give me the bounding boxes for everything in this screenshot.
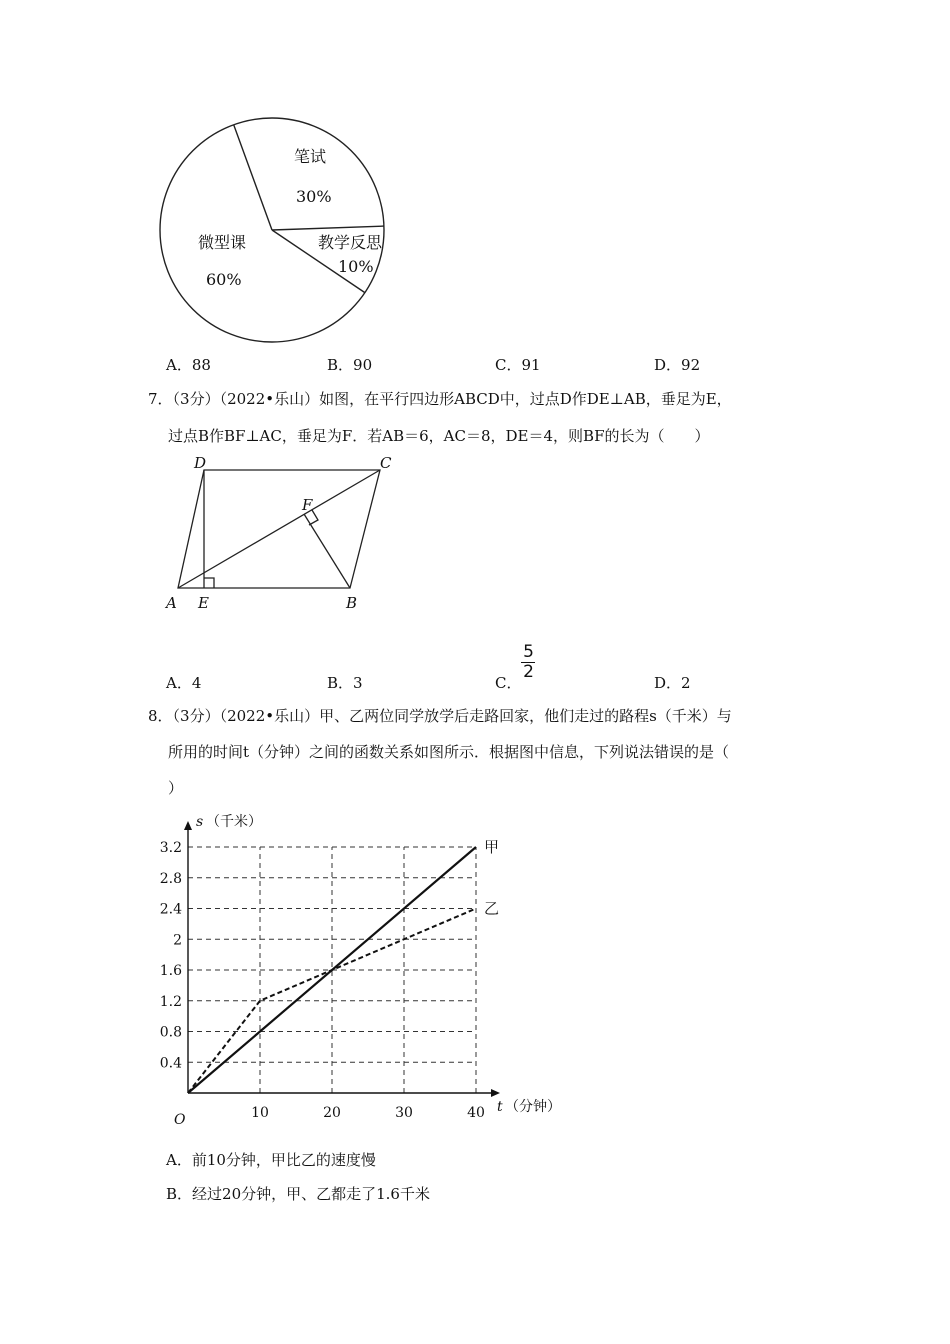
y-tick-label: 0.8 [159,1024,182,1041]
q8-stem-line1: 8．（3分）（2022•乐山）甲、乙两位同学放学后走路回家，他们走过的路程s（千米）与 [148,707,732,725]
parallelogram-figure [160,452,410,617]
x-axis-arrow-icon [491,1089,500,1097]
pie-slice-label: 笔试 [294,147,327,166]
y-tick-label: 2 [173,932,182,949]
pie-slice-label: 微型课 [198,233,247,252]
origin-label: O [174,1112,186,1128]
diagonal-ac [178,470,380,588]
y-tick-label: 3.2 [159,840,182,856]
x-axis-var: t [497,1099,503,1115]
y-tick-label: 2.8 [159,870,182,887]
series-label: 乙 [484,899,500,918]
pie-chart [150,110,410,350]
y-axis-arrow-icon [184,821,192,830]
y-tick-label: 0.4 [159,1055,182,1072]
x-axis-unit: （分钟） [505,1099,561,1115]
x-tick-label: 10 [251,1105,269,1121]
q8-stem-line2: 所用的时间t（分钟）之间的函数关系如图所示．根据图中信息，下列说法错误的是（ [168,743,730,761]
fraction-numerator: 5 [523,642,534,662]
q7-option-a[interactable]: A．4 [166,674,202,692]
fraction-denominator: 2 [523,662,534,682]
y-tick-label: 1.6 [159,963,182,979]
y-tick-label: 1.2 [159,993,182,1010]
pie-slice-boundary [272,226,384,230]
y-axis-unit: （千米） [206,814,262,830]
right-angle-mark-e [204,578,214,588]
label-b: B [346,594,358,612]
q6-option-b[interactable]: B．90 [327,356,373,374]
q6-option-a[interactable]: A．88 [166,356,211,374]
label-a: A [166,594,177,612]
y-tick-label: 2.4 [159,901,182,918]
segment-bf [304,514,350,588]
q6-option-c[interactable]: C．91 [495,356,541,374]
q7-option-b[interactable]: B．3 [327,674,363,692]
y-axis-var: s [196,814,204,830]
label-e: E [198,594,209,612]
q8-option-a[interactable]: A．前10分钟，甲比乙的速度慢 [166,1151,376,1169]
q7-option-c-prefix: C． [495,674,522,692]
series-label: 甲 [484,838,500,856]
q7-stem-line1: 7．（3分）（2022•乐山）如图，在平行四边形ABCD中，过点D作DE⊥AB，垂足为E， [148,390,732,408]
pie-slice-label: 教学反思 [318,233,383,252]
pie-slice-percent: 10% [338,257,374,276]
label-c: C [380,454,392,472]
q8-stem-line3: ） [168,779,184,797]
pie-slice-boundary [234,125,272,230]
distance-time-chart [150,800,580,1130]
q7-option-c[interactable] [495,643,535,693]
q6-option-d[interactable]: D．92 [654,356,701,374]
fraction [521,643,535,682]
pie-slice-percent: 30% [296,187,332,206]
pie-slice-percent: 60% [206,270,242,289]
q8-option-b[interactable]: B．经过20分钟，甲、乙都走了1.6千米 [166,1185,430,1203]
label-f: F [302,496,313,514]
q7-option-d[interactable]: D．2 [654,674,691,692]
label-d: D [194,454,207,472]
x-tick-label: 30 [395,1105,413,1121]
x-tick-label: 40 [467,1105,485,1121]
q7-stem-line2: 过点B作BF⊥AC，垂足为F．若AB＝6，AC＝8，DE＝4，则BF的长为（ ） [168,427,710,445]
x-tick-label: 20 [323,1105,341,1121]
